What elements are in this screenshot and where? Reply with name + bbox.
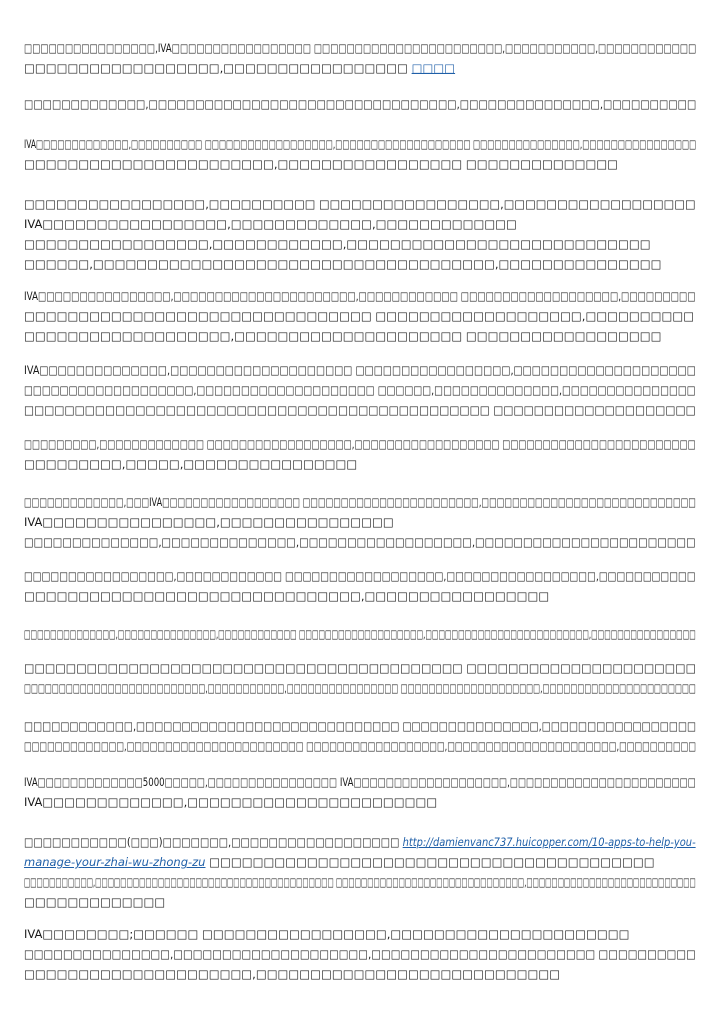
text-line bbox=[24, 328, 662, 344]
text-segment: □□□□□□□□□□□□□□□□□□□□□□□□□□□□□□□□□□□□□□□□□□ □□□□□□□□□□□□□□□□□□□□□□ bbox=[24, 661, 697, 675]
text-link[interactable]: http://damienvanc737.huicopper.com/10-apps-to-help-you- bbox=[402, 835, 696, 849]
text-segment: □□□□□□□□□□□□□□□□□□□,□□□□□□□□□□□□□□□□□□□□□ □□□□□□□□□□□□□□□□□□ bbox=[24, 329, 662, 343]
text-segment: □□□□□□□□□□□□□□□□□□□□□□□□□□□□□□□,□□□□□□□□□□□□□□□□□ bbox=[24, 589, 550, 603]
text-line bbox=[24, 494, 696, 510]
text-line bbox=[24, 456, 357, 472]
text-segment: □□□□□□,□□□□□□□□□□□□□□□□□□□□□□□□□□□□□□□□□□□□□,□□□□□□□□□□□□□□□ bbox=[24, 257, 662, 271]
text-line bbox=[24, 834, 696, 850]
text-segment: □□□□□□□□□□□□□□,□□□□□□□□□□□□□□,□□□□□□□□□□□□□□□□□□,□□□□□□□□□□□□□□□□□□□□□□□ bbox=[24, 535, 696, 549]
text-segment: □□□□□□□□□□□□□□□□□□□□□□□□□□,□□□□□□□□□□□,□□□□□□□□□□□□□□□□ □□□□□□□□□□□□□□□□□□□□,□□□□□□□□□□□□□□□□□□□□□□ bbox=[24, 681, 696, 695]
text-line bbox=[24, 660, 696, 676]
text-line bbox=[24, 568, 696, 584]
text-segment: □□□□□□□□□□□,□□□□□□□□□□□□□□□□□□□□□□□□□□□□□□□□□□□□□□ □□□□□□□□□□□□□□□□□□□□□□□□□□□□□□,□□□□□□□□□□□□□□□□□□□□□□□□□□□ bbox=[24, 875, 696, 889]
text-segment: IVA□□□□□□□□□□□□□5000□□□□□,□□□□□□□□□□□□□□□□ IVA□□□□□□□□□□□□□□□□□□□,□□□□□□□□□□□□□□□□□□□□□□□ bbox=[24, 775, 696, 789]
text-line bbox=[24, 718, 696, 734]
text-segment: □□□□□□□□□□□□□□□□□□□□□,□□□□□□□□□□□□□□□□□□□□□□□□□□□□ bbox=[24, 967, 561, 981]
text-segment: □□□□□□□□□□□□□□□□□,□□□□□□□□□□□□ □□□□□□□□□□□□□□□□□□,□□□□□□□□□□□□□□□□□,□□□□□□□□□□□ bbox=[24, 569, 696, 583]
text-segment: □□□□□□□□□□□□□□□□□□□□□□□□□□□□□□□□ □□□□□□□□□□□□□□□□□□□,□□□□□□□□□□ bbox=[24, 309, 695, 323]
text-segment: IVA□□□□□□□□;□□□□□□ □□□□□□□□□□□□□□□□□,□□□□□□□□□□□□□□□□□□□□□□ bbox=[24, 927, 630, 941]
text-segment: □□□□□□□□□□□□□□□,□□□□□□□□□□□□□□□□□□□□,□□□□□□□□□□□□□□□□□□□□□□□ □□□□□□□□□□ bbox=[24, 947, 696, 961]
text-segment: □□□□□□□□□,□□□□□,□□□□□□□□□□□□□□□□ bbox=[24, 457, 358, 471]
text-segment: □□□□□□□□□□□□□ bbox=[24, 895, 166, 909]
text-line bbox=[24, 40, 696, 56]
text-segment: □□□□□□□□□□□□□□□□,IVA□□□□□□□□□□□□□□□□□ □□□□□□□□□□□□□□□□□□□□□□□,□□□□□□□□□□□,□□□□□□□□□□□□ bbox=[24, 41, 697, 55]
text-line bbox=[24, 966, 560, 982]
text-segment: IVA□□□□□□□□□□□□□,□□□□□□□□□□ □□□□□□□□□□□□□□□□□□,□□□□□□□□□□□□□□□□□□□ □□□□□□□□□□□□□□□,□□□□□□□□□□□□□□□□ bbox=[24, 137, 697, 151]
text-line bbox=[24, 680, 696, 696]
text-segment: □□□□□□□□□□□(□□□)□□□□□□□,□□□□□□□□□□□□□□□□□□ bbox=[24, 835, 403, 849]
text-line bbox=[24, 136, 696, 152]
text-segment: □□□□□□□□□□□□□,□□□IVA□□□□□□□□□□□□□□□□□□ □□□□□□□□□□□□□□□□□□□□□□□,□□□□□□□□□□□□□□□□□□□□□□□□□□□□ bbox=[24, 495, 696, 509]
text-segment: □□□□□□□□□□□□□,□□□□□□□□□□□□□□□□□□□□□□□□□□□□□□□□□,□□□□□□□□□□□□□□□,□□□□□□□□□□ bbox=[24, 97, 697, 111]
text-line bbox=[24, 738, 696, 754]
text-segment: □□□□□□□□□□□□□□□□□□□□□□□,□□□□□□□□□□□□□□□□□ □□□□□□□□□□□□□□ bbox=[24, 157, 619, 171]
text-line bbox=[24, 156, 618, 172]
text-line bbox=[24, 894, 165, 910]
text-line bbox=[24, 382, 696, 398]
text-line bbox=[24, 534, 696, 550]
text-line bbox=[24, 626, 696, 642]
text-line bbox=[24, 256, 662, 272]
text-line bbox=[24, 774, 696, 790]
text-segment: □□□□□□□□□□□□□□,□□□□□□□□□□□□□□□,□□□□□□□□□□□□ □□□□□□□□□□□□□□□□□□□,□□□□□□□□□□□□□□□□□□□□□□□□□,□□□□□□□□□□□□□□□□ bbox=[24, 627, 696, 641]
text-line bbox=[24, 436, 696, 452]
text-line bbox=[24, 946, 696, 962]
text-segment: IVA□□□□□□□□□□□□□□□□,□□□□□□□□□□□□□□□□□□□□□□,□□□□□□□□□□□□ □□□□□□□□□□□□□□□□□□□,□□□□□□□□□ bbox=[24, 289, 696, 303]
text-line bbox=[24, 514, 394, 530]
text-line bbox=[24, 236, 651, 252]
text-segment: □□□□□□□□□,□□□□□□□□□□□□□ □□□□□□□□□□□□□□□□□□,□□□□□□□□□□□□□□□□□□ □□□□□□□□□□□□□□□□□□□□□□□□ bbox=[24, 437, 696, 451]
text-line bbox=[24, 588, 549, 604]
text-line bbox=[24, 216, 517, 232]
text-line bbox=[24, 926, 629, 942]
text-segment: □□□□□□□□□□□□□□□□□□□□□□□□□□□□□□□□□□□□□□□□□ bbox=[205, 855, 655, 869]
text-segment: IVA□□□□□□□□□□□□□□□□□,□□□□□□□□□□□□□,□□□□□□□□□□□□□ bbox=[24, 217, 517, 231]
text-segment: □□□□□□□□□□□□□,□□□□□□□□□□□□□□□□□□□□□□□ □□□□□□□□□□□□□□□□□□,□□□□□□□□□□□□□□□□□□□□□□,□□□□□□□□□□ bbox=[24, 739, 697, 753]
text-segment: IVA□□□□□□□□□□□□□,□□□□□□□□□□□□□□□□□□□□□□□ bbox=[24, 795, 438, 809]
text-line bbox=[24, 794, 437, 810]
text-link[interactable]: manage-your-zhai-wu-zhong-zu bbox=[24, 855, 206, 869]
text-segment: IVA□□□□□□□□□□□□□□□□,□□□□□□□□□□□□□□□□ bbox=[24, 515, 394, 529]
text-segment: □□□□□□□□□□□□□□□□□□□□□□□□□□□□□□□□□□□□□□□□□□□□□□ □□□□□□□□□□□□□□□□□□□□ bbox=[24, 403, 696, 417]
text-segment: □□□□□□□□□□□□□□□□□,□□□□□□□□□□□□,□□□□□□□□□□□□□□□□□□□□□□□□□□□□ bbox=[24, 237, 651, 251]
text-line bbox=[24, 402, 696, 418]
text-segment: □□□□□□□□□□□□□□□□□,□□□□□□□□□□ □□□□□□□□□□□□□□□□□,□□□□□□□□□□□□□□□□□□ bbox=[24, 197, 696, 211]
text-segment: □□□□□□□□□□□□,□□□□□□□□□□□□□□□□□□□□□□□□□□□□□ □□□□□□□□□□□□□□□,□□□□□□□□□□□□□□□□□ bbox=[24, 719, 697, 733]
text-segment: IVA□□□□□□□□□□□□□□,□□□□□□□□□□□□□□□□□□□□ □□□□□□□□□□□□□□□□□,□□□□□□□□□□□□□□□□□□□□ bbox=[24, 363, 696, 377]
text-line bbox=[24, 854, 655, 870]
text-line bbox=[24, 96, 696, 112]
text-line bbox=[24, 288, 696, 304]
text-line bbox=[24, 60, 455, 76]
text-line bbox=[24, 196, 696, 212]
text-line bbox=[24, 874, 696, 890]
text-segment: □□□□□□□□□□□□□□□□□□□,□□□□□□□□□□□□□□□□□□□□ □□□□□□,□□□□□□□□□□□□□□,□□□□□□□□□□□□□□□ bbox=[24, 383, 696, 397]
text-line bbox=[24, 362, 696, 378]
text-segment: □□□□□□□□□□□□□□□□□□,□□□□□□□□□□□□□□□□□ bbox=[24, 61, 412, 75]
text-line bbox=[24, 308, 694, 324]
text-link[interactable]: □□□□ bbox=[411, 61, 456, 75]
